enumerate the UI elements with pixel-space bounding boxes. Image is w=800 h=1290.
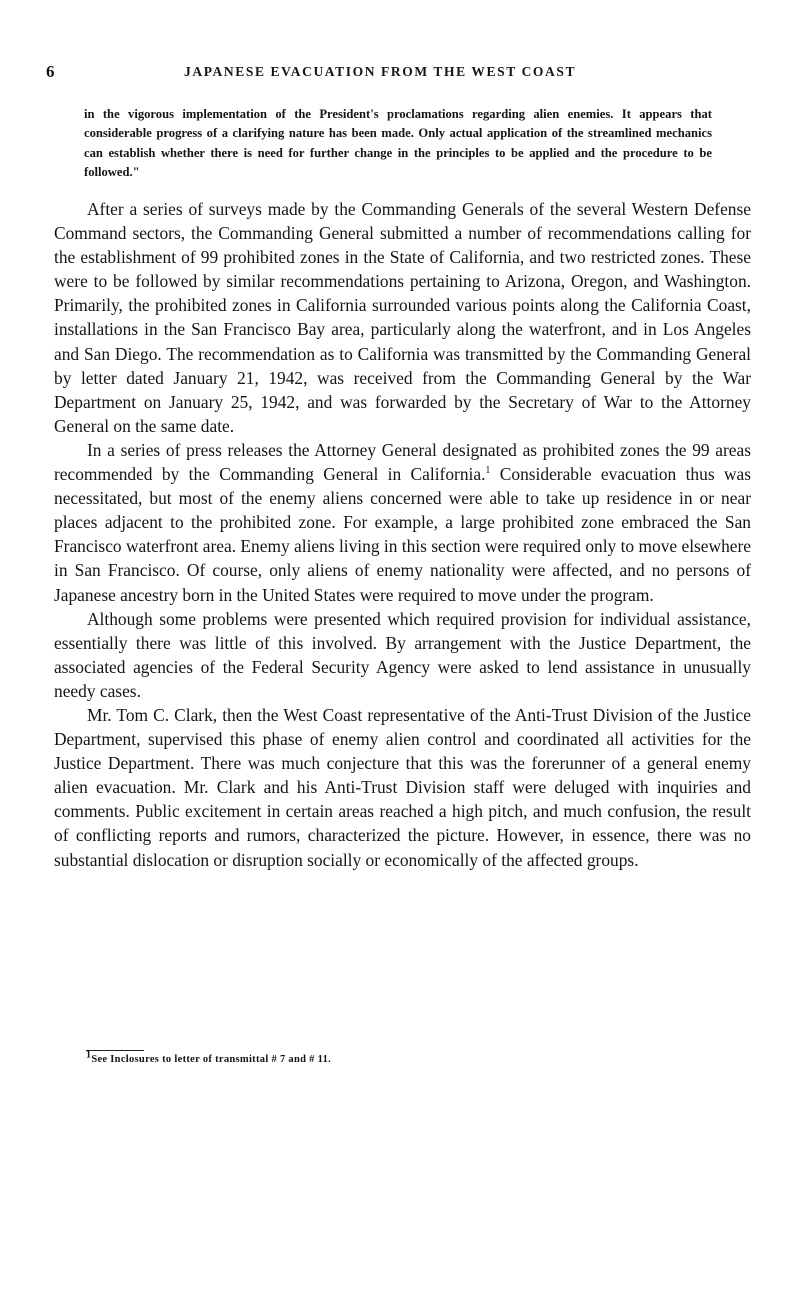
footnote-reference: 1 (485, 465, 491, 477)
paragraph-text: In a series of press releases the Attorney General designated as prohibited zones the 99 areas recommended by the Commanding General in California. (54, 439, 751, 485)
footnote-text: See Inclosures to letter of transmittal # 7 and # 11. (91, 1054, 332, 1065)
footnote-divider (86, 1050, 144, 1051)
paragraph (54, 438, 751, 607)
running-head: JAPANESE EVACUATION FROM THE WEST COAST (184, 64, 577, 79)
paragraph-text: Considerable evacuation thus was necessitated, but most of the enemy aliens concerned were able to take up residence in or near places adjacent to the prohibited zone. For example, a large prohibited zone embraced the San Francisco waterfront area. Enemy aliens living in this section were required only to move elsewhere in San Francisco. Of course, only aliens of enemy nationality were affected, and no persons of Japanese ancestry born in the United States were required to move under the program. (54, 464, 751, 605)
page-number: 6 (46, 62, 55, 81)
footnote (86, 1049, 332, 1065)
page-header (46, 62, 766, 84)
paragraph: Although some problems were presented which required provision for individual assistance, essentially there was little of this involved. By arrangement with the Justice Department, the associated agencies of the Federal Security Agency were asked to lend assistance in unusually needy cases. (54, 608, 751, 701)
block-quote: in the vigorous implementation of the President's proclamations regarding alien enemies. It appears that considerable progress of a clarifying nature has been made. Only actual application of the streamlined mechanics can establish whether there is need for further change in the principles to be applied and the procedure to be followed." (84, 107, 712, 180)
footnote-mark: 1 (86, 1049, 92, 1061)
paragraph: Mr. Tom C. Clark, then the West Coast representative of the Anti-Trust Division of the Justice Department, supervised this phase of enemy alien control and coordinated all activities for the Justice Department. There was much conjecture that this was the forerunner of a general enemy alien evacuation. Mr. Clark and his Anti-Trust Division staff were deluged with inquiries and comments. Public excitement in certain areas reached a high pitch, and much confusion, the result of conflicting reports and rumors, characterized the picture. However, in essence, there was no substantial dislocation or disruption socially or economically of the affected groups. (54, 704, 751, 870)
paragraph: After a series of surveys made by the Commanding Generals of the several Western Defense Command sectors, the Commanding General submitted a number of recommendations calling for the establishment of 99 prohibited zones in the State of California, and two restricted zones. These were to be followed by similar recommendations pertaining to Arizona, Oregon, and Washington. Primarily, the prohibited zones in California surrounded various points along the California Coast, installations in the San Francisco Bay area, particularly along the waterfront, and in Los Angeles and San Diego. The recommendation as to California was transmitted by the Commanding General by letter dated January 21, 1942, was received from the Commanding General by the War Department on January 25, 1942, and was forwarded by the Secretary of War to the Attorney General on the same date. (54, 199, 751, 436)
body-text (54, 197, 751, 872)
